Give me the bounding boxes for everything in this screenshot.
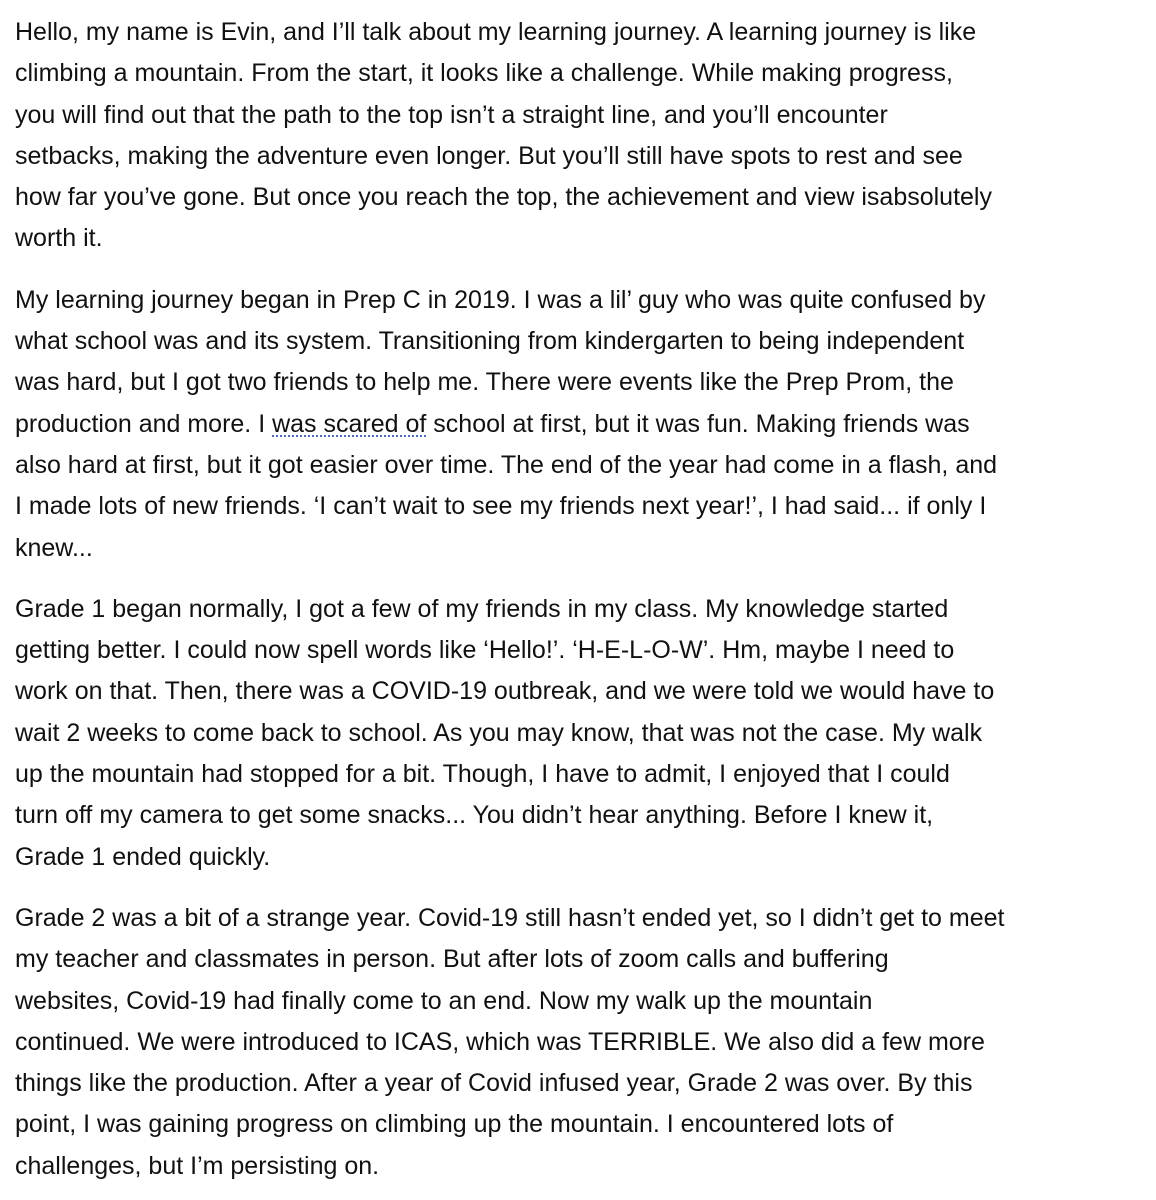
paragraph-prep: [15, 280, 1142, 569]
text-line: challenges, but I’m persisting on.: [15, 1151, 380, 1180]
text-line: up the mountain had stopped for a bit. Though, I have to admit, I enjoyed that I could: [15, 760, 950, 789]
text-line-with-suggestion: [15, 404, 1142, 445]
text-line: continued. We were introduced to ICAS, which was TERRIBLE. We also did a few more: [15, 1027, 985, 1056]
text-line: websites, Covid-19 had finally come to an end. Now my walk up the mountain: [15, 986, 873, 1015]
text-segment: school at first, but it was fun. Making friends was: [426, 409, 970, 438]
text-line: point, I was gaining progress on climbing up the mountain. I encountered lots of: [15, 1110, 894, 1139]
grammar-suggestion-underline[interactable]: was scared of: [272, 409, 427, 438]
text-line: Grade 2 was a bit of a strange year. Covid-19 still hasn’t ended yet, so I didn’t get to meet: [15, 903, 1005, 932]
text-line: wait 2 weeks to come back to school. As you may know, that was not the case. My walk: [15, 718, 983, 747]
text-line: Hello, my name is Evin, and I’ll talk about my learning journey. A learning journey is like: [15, 18, 977, 46]
text-line: Grade 1 ended quickly.: [15, 842, 271, 871]
paragraph-intro: [15, 12, 1142, 260]
text-line: I made lots of new friends. ‘I can’t wait to see my friends next year!’, I had said... if only I: [15, 492, 987, 521]
paragraph-grade-2: [15, 898, 1142, 1187]
text-line: climbing a mountain. From the start, it looks like a challenge. While making progress,: [15, 59, 953, 88]
text-line: worth it.: [15, 224, 103, 253]
paragraph-grade-1: [15, 589, 1142, 878]
text-line: my teacher and classmates in person. But after lots of zoom calls and buffering: [15, 945, 889, 974]
text-line: turn off my camera to get some snacks... You didn’t hear anything. Before I knew it,: [15, 801, 934, 830]
text-line: was hard, but I got two friends to help me. There were events like the Prep Prom, the: [15, 368, 954, 397]
text-line: setbacks, making the adventure even longer. But you’ll still have spots to rest and see: [15, 141, 963, 170]
text-line: things like the production. After a year of Covid infused year, Grade 2 was over. By this: [15, 1069, 973, 1098]
text-line: how far you’ve gone. But once you reach the top, the achievement and view isabsolutely: [15, 183, 992, 212]
text-line: getting better. I could now spell words like ‘Hello!’. ‘H-E-L-O-W’. Hm, maybe I need to: [15, 636, 955, 665]
text-line: also hard at first, but it got easier over time. The end of the year had come in a flash, and: [15, 450, 998, 479]
text-line: My learning journey began in Prep C in 2019. I was a lil’ guy who was quite confused by: [15, 285, 986, 314]
text-line: knew...: [15, 533, 93, 562]
text-line: what school was and its system. Transitioning from kindergarten to being independent: [15, 327, 965, 356]
text-line: work on that. Then, there was a COVID-19 outbreak, and we were told we would have to: [15, 677, 995, 706]
text-segment: production and more. I: [15, 409, 273, 438]
text-line: you will find out that the path to the top isn’t a straight line, and you’ll encounter: [15, 100, 888, 129]
text-line: Grade 1 began normally, I got a few of my friends in my class. My knowledge started: [15, 594, 949, 623]
